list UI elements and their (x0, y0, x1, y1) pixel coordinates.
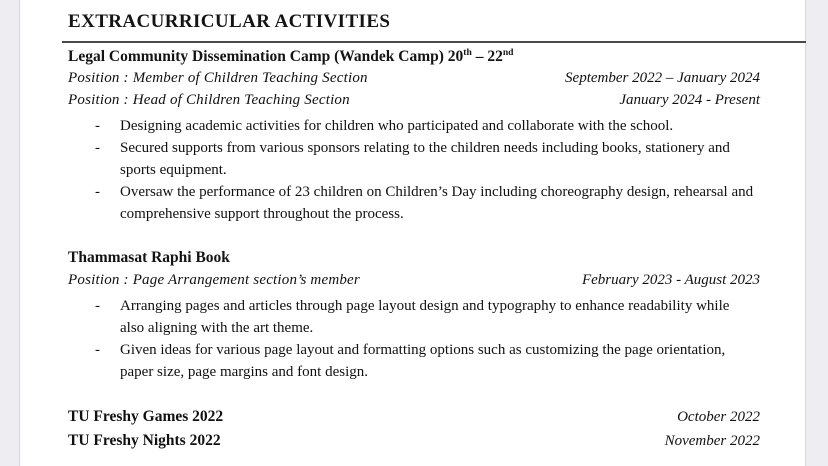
position-label: Position : Head of Children Teaching Section (68, 92, 350, 108)
position-date: September 2022 – January 2024 (565, 70, 760, 86)
activity-simple-entries (68, 405, 760, 453)
bullet-marker: - (95, 342, 100, 358)
entry-row (68, 405, 760, 429)
activity-entry-raphi-book (68, 247, 760, 383)
bullet-item (68, 295, 760, 339)
bullet-list (68, 295, 760, 383)
heading-superscript: th (463, 46, 472, 58)
bullet-item (68, 181, 760, 225)
entry-date: November 2022 (664, 433, 760, 449)
entry-row (68, 429, 760, 453)
bullet-text: Oversaw the performance of 23 children on Children’s Day including choreography design, rehearsal and comprehensive support throughout the process. (120, 184, 754, 222)
position-label: Position : Page Arrangement section’s member (68, 272, 360, 288)
entry-label: TU Freshy Nights 2022 (68, 432, 221, 449)
bullet-text: Secured supports from various sponsors relating to the children needs including books, stationery and sports equipment. (120, 140, 730, 178)
heading-text: – 22 (471, 48, 503, 65)
bullet-marker: - (95, 140, 100, 156)
entry-label: TU Freshy Games 2022 (68, 408, 224, 425)
position-label: Position : Member of Children Teaching Section (68, 70, 368, 86)
position-date: January 2024 - Present (619, 92, 760, 108)
bullet-item (68, 115, 760, 137)
bullet-marker: - (95, 184, 100, 200)
position-row (68, 269, 760, 291)
position-row (68, 67, 760, 89)
document-page (20, 0, 805, 466)
activity-heading (68, 47, 760, 67)
page-gutter-left (0, 0, 20, 466)
activity-heading: Thammasat Raphi Book (68, 249, 230, 266)
title-divider (62, 41, 806, 43)
bullet-list (68, 115, 760, 225)
activity-entry-camp (68, 47, 760, 225)
bullet-text: Designing academic activities for children who participated and collaborate with the school. (120, 118, 674, 134)
bullet-item (68, 137, 760, 181)
bullet-marker: - (95, 298, 100, 314)
page-content (68, 9, 760, 453)
page-gutter-right (805, 0, 828, 466)
heading-text: Legal Community Dissemination Camp (Wandek Camp) 20 (68, 48, 464, 65)
position-date: February 2023 - August 2023 (581, 272, 760, 288)
bullet-item (68, 339, 760, 383)
heading-superscript: nd (502, 46, 514, 58)
bullet-text: Arranging pages and articles through page layout design and typography to enhance readability while also aligning with the art theme. (120, 298, 730, 336)
entry-date: October 2022 (677, 409, 760, 425)
bullet-text: Given ideas for various page layout and formatting options such as customizing the page orientation, paper size, page margins and font design. (120, 342, 726, 380)
position-row (68, 89, 760, 111)
section-title: EXTRACURRICULAR ACTIVITIES (68, 11, 391, 32)
bullet-marker: - (95, 118, 100, 134)
